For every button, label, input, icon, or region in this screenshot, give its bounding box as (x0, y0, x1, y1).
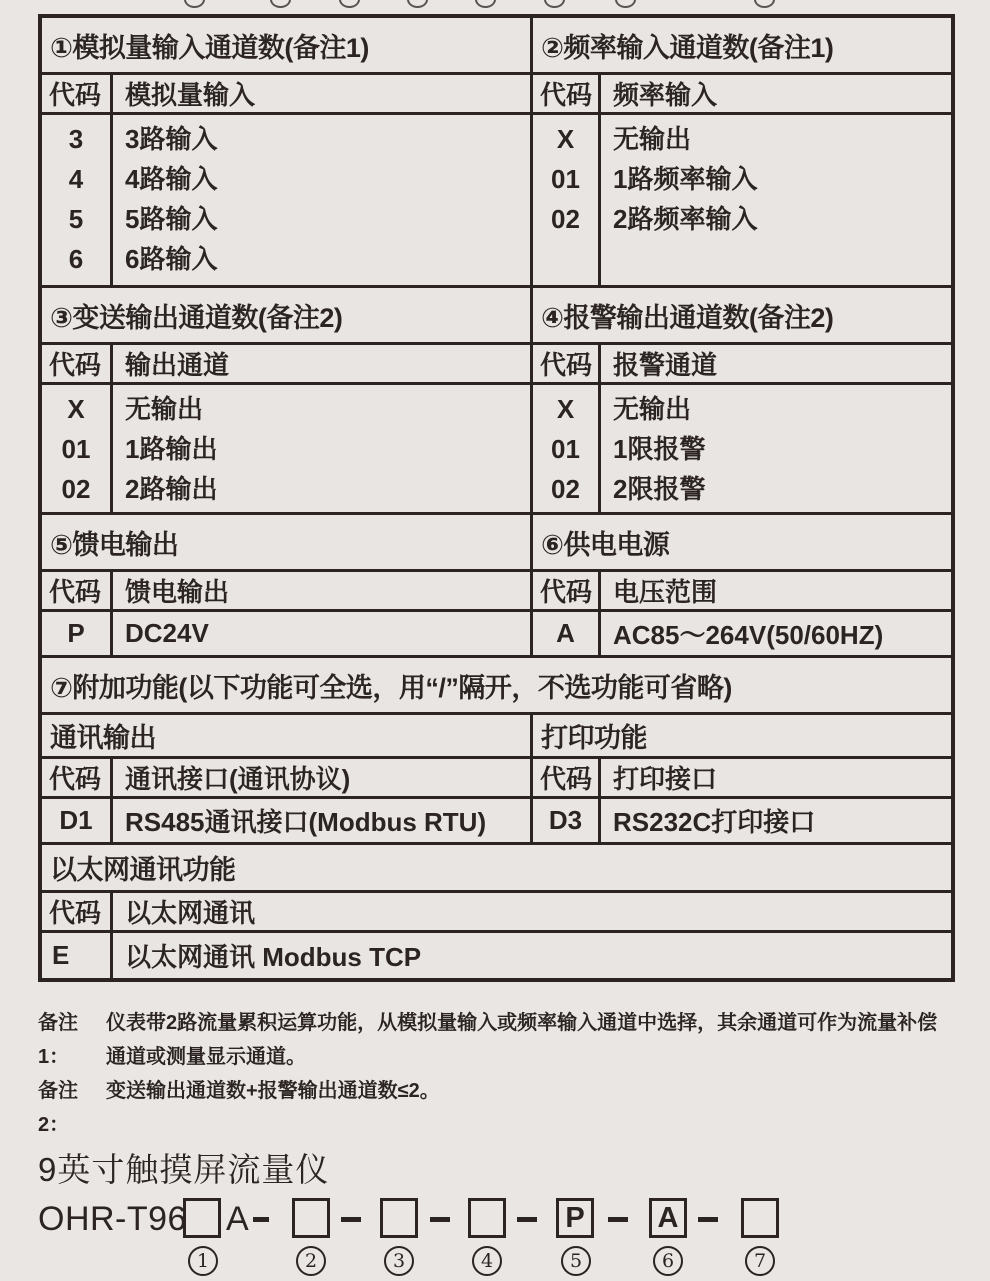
value-cell: 2限报警 (613, 474, 706, 504)
value-cell: DC24V (113, 612, 533, 655)
model-box-5: P (556, 1198, 594, 1238)
value-header-cell: 打印接口 (613, 764, 718, 794)
value-header-cell: 模拟量输入 (113, 75, 533, 112)
code-header-cell: 代码 (533, 75, 601, 112)
table-row (42, 609, 951, 655)
footnotes (38, 1006, 968, 1142)
section-title-feed-power-output: ⑤馈电输出 (42, 515, 533, 569)
model-dash (430, 1217, 450, 1222)
cropped-circle-artifact (754, 0, 775, 8)
value-cell: 以太网通讯 Modbus TCP (125, 942, 422, 972)
position-marker-5: 5 (561, 1246, 591, 1276)
code-header-cell: 代码 (42, 572, 113, 609)
section-title-alarm-output: ④报警输出通道数(备注2) (541, 302, 834, 333)
position-marker-2: 2 (296, 1246, 326, 1276)
value-cell: 6路输入 (125, 244, 218, 274)
value-list (601, 115, 951, 285)
cropped-circle-artifact (615, 0, 636, 8)
model-box-7 (741, 1198, 779, 1238)
value-cell: 2路频率输入 (613, 204, 758, 234)
model-box-3 (380, 1198, 418, 1238)
table-row (42, 930, 951, 978)
value-cell: 4路输入 (125, 164, 218, 194)
value-cell: 无输出 (125, 394, 204, 424)
model-box-4 (468, 1198, 506, 1238)
code-cell: 02 (61, 474, 91, 504)
section-title-additional-functions: ⑦附加功能(以下功能可全选，用“/”隔开，不选功能可省略) (50, 672, 732, 703)
cropped-circle-artifact (475, 0, 496, 8)
table-row (42, 842, 951, 890)
code-header-cell: 代码 (42, 893, 113, 930)
code-cell: 5 (68, 204, 84, 234)
value-cell: 2路输出 (125, 474, 218, 504)
cropped-circle-artifact (407, 0, 428, 8)
product-name: 9英寸触摸屏流量仪 (38, 1151, 330, 1188)
model-dash (341, 1217, 361, 1222)
cropped-circle-artifact (339, 0, 360, 8)
note-1 (38, 1006, 968, 1074)
table-row (42, 512, 951, 569)
note-2 (38, 1074, 968, 1142)
code-cell: X (556, 124, 575, 154)
note-line: 仪表带2路流量累积运算功能，从模拟量输入或频率输入通道中选择，其余通道可作为流量补偿 (106, 1012, 938, 1034)
code-cell: 02 (551, 204, 580, 234)
code-cell: P (42, 612, 113, 655)
note-label: 备注1： (38, 1012, 78, 1068)
code-list (533, 385, 601, 512)
code-cell: 01 (551, 164, 580, 194)
table-row (42, 18, 951, 72)
model-box-2 (292, 1198, 330, 1238)
table-row (42, 890, 951, 930)
code-header-cell: 代码 (533, 572, 601, 609)
value-cell: 5路输入 (125, 204, 218, 234)
code-cell: 01 (61, 434, 91, 464)
position-marker-1: 1 (188, 1246, 218, 1276)
value-header-cell: 馈电输出 (113, 572, 533, 609)
code-header-cell: 代码 (533, 759, 601, 796)
model-dash (253, 1217, 269, 1222)
note-line: 通道或测量显示通道。 (106, 1046, 306, 1068)
value-list (113, 115, 533, 285)
table-row (42, 112, 951, 285)
model-dash (608, 1217, 628, 1222)
ordering-code-table (38, 14, 955, 982)
value-header-cell: 输出通道 (113, 345, 533, 382)
section-title-frequency-input: ②频率输入通道数(备注1) (541, 32, 834, 63)
section-title-analog-input: ①模拟量输入通道数(备注1) (42, 18, 533, 72)
value-cell: RS485通讯接口(Modbus RTU) (113, 799, 533, 842)
table-row (42, 712, 951, 756)
model-dash (698, 1217, 718, 1222)
position-marker-7: 7 (745, 1246, 775, 1276)
cropped-circle-artifact (184, 0, 205, 8)
table-row (42, 382, 951, 512)
code-cell: 6 (68, 244, 84, 274)
position-marker-4: 4 (472, 1246, 502, 1276)
code-cell: A (533, 612, 601, 655)
table-row (42, 72, 951, 112)
value-header-cell: 频率输入 (613, 80, 718, 110)
value-cell: RS232C打印接口 (613, 807, 816, 837)
subsection-title-print-function: 打印功能 (541, 723, 647, 753)
note-body (106, 1006, 968, 1074)
model-dash (517, 1217, 537, 1222)
code-cell: X (556, 394, 575, 424)
code-cell: 01 (551, 434, 580, 464)
table-row (42, 796, 951, 842)
note-line: 变送输出通道数+报警输出通道数≤2。 (106, 1080, 440, 1102)
code-cell: D3 (533, 799, 601, 842)
value-cell: 3路输入 (125, 124, 218, 154)
model-box-1 (183, 1198, 221, 1238)
code-header-cell: 代码 (42, 759, 113, 796)
value-header-cell: 电压范围 (613, 577, 718, 607)
table-row (42, 756, 951, 796)
section-title-transmit-output: ③变送输出通道数(备注2) (42, 288, 533, 342)
position-marker-6: 6 (653, 1246, 683, 1276)
code-cell: E (42, 933, 113, 978)
value-cell: 1路频率输入 (613, 164, 758, 194)
subsection-title-ethernet: 以太网通讯功能 (50, 855, 236, 885)
code-list (533, 115, 601, 285)
model-fixed-a: A (226, 1200, 249, 1238)
value-list (601, 385, 951, 512)
table-row (42, 569, 951, 609)
cropped-circle-artifact (270, 0, 291, 8)
table-row (42, 285, 951, 342)
subsection-title-comm-output: 通讯输出 (42, 715, 533, 756)
value-header-cell: 报警通道 (613, 350, 718, 380)
value-cell: 无输出 (613, 394, 692, 424)
value-header-cell: 以太网通讯 (125, 898, 256, 928)
code-header-cell: 代码 (42, 75, 113, 112)
code-cell: X (67, 394, 85, 424)
note-label: 备注2： (38, 1080, 78, 1136)
table-row (42, 655, 951, 712)
value-cell: AC85～264V(50/60HZ) (613, 620, 884, 650)
code-list (42, 115, 113, 285)
value-cell: 无输出 (613, 124, 692, 154)
code-cell: D1 (42, 799, 113, 842)
value-cell: 1限报警 (613, 434, 706, 464)
code-header-cell: 代码 (42, 345, 113, 382)
note-body (106, 1074, 968, 1142)
model-prefix: OHR-T96 (38, 1200, 187, 1238)
model-box-6: A (649, 1198, 687, 1238)
value-cell: 1路输出 (125, 434, 218, 464)
value-header-cell: 通讯接口(通讯协议) (113, 759, 533, 796)
code-list (42, 385, 113, 512)
code-cell: 4 (68, 164, 84, 194)
code-cell: 02 (551, 474, 580, 504)
table-row (42, 342, 951, 382)
cropped-circle-artifact (544, 0, 565, 8)
model-code-line (0, 1196, 990, 1244)
section-title-supply-power: ⑥供电电源 (541, 529, 670, 560)
code-header-cell: 代码 (533, 345, 601, 382)
position-markers (0, 1246, 990, 1278)
code-cell: 3 (68, 124, 84, 154)
value-list (113, 385, 533, 512)
position-marker-3: 3 (384, 1246, 414, 1276)
